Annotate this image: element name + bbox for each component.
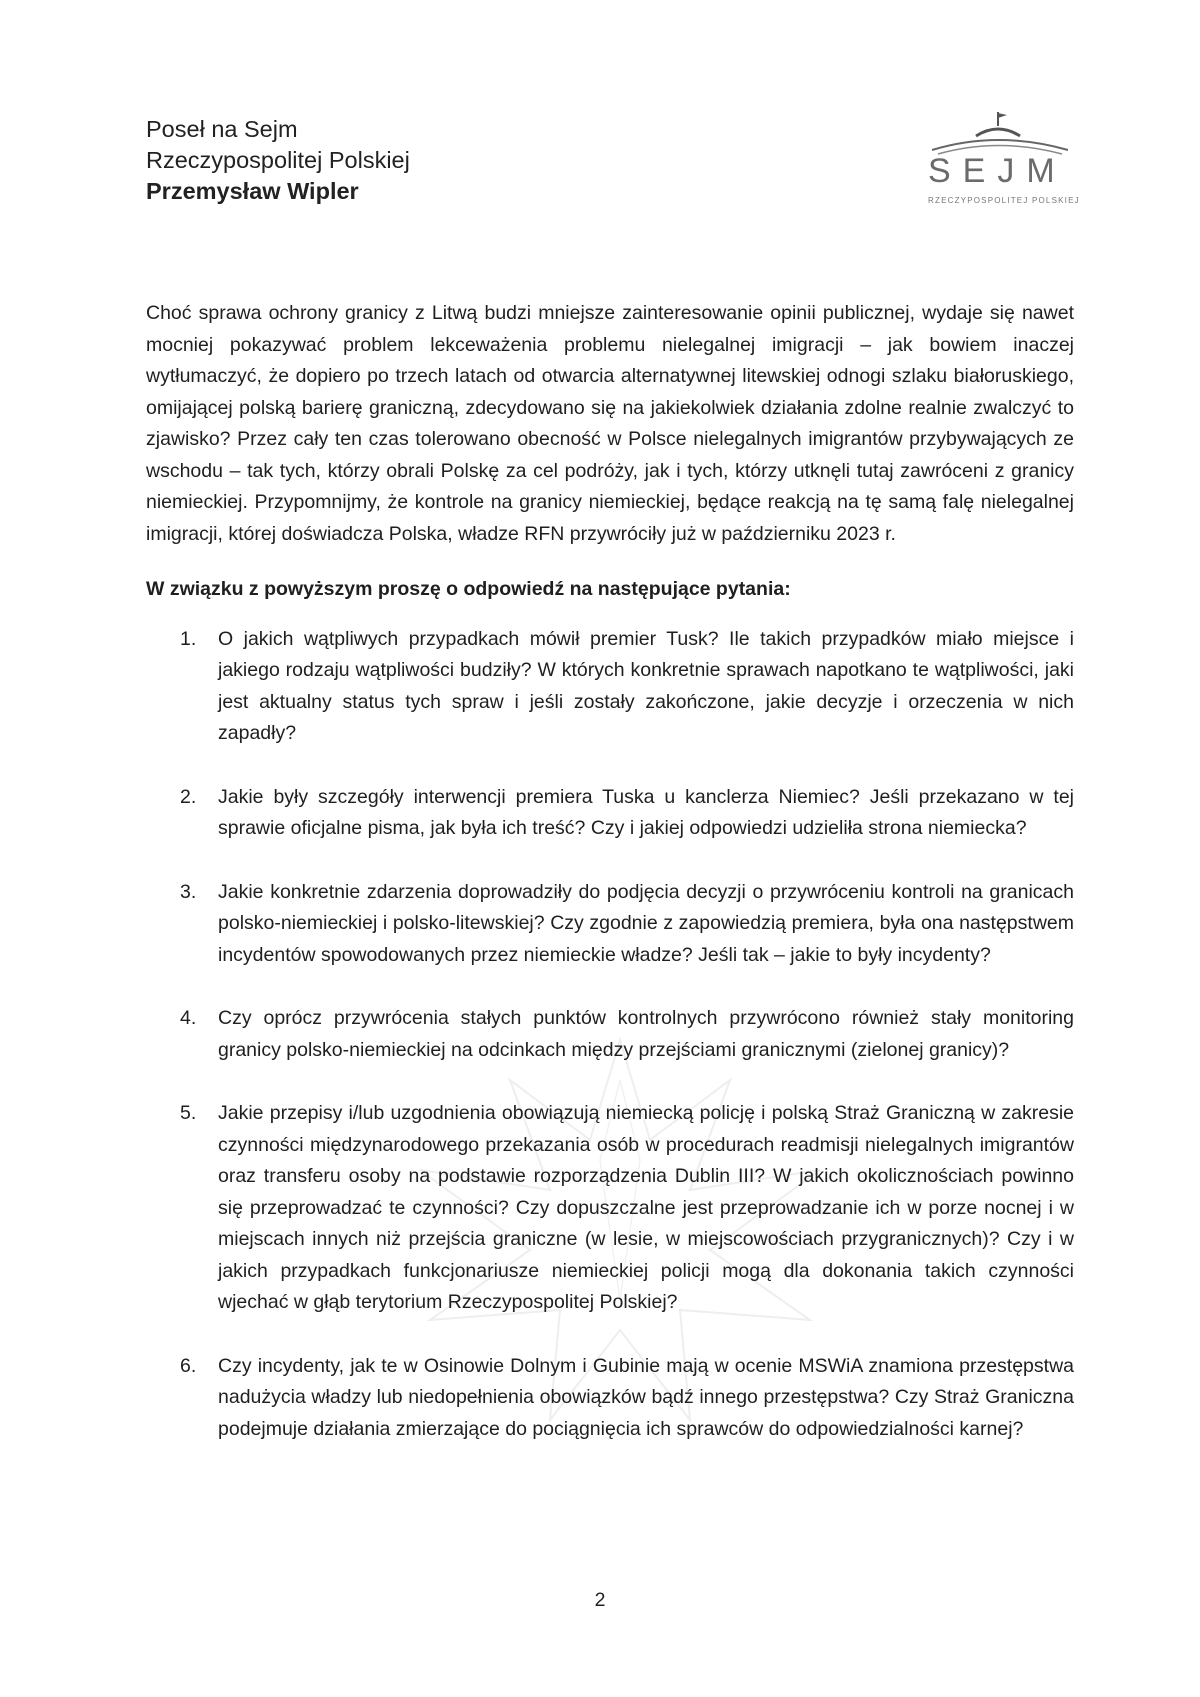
author-title: Poseł na Sejm bbox=[146, 116, 298, 142]
questions-lead: W związku z powyższym proszę o odpowiedź na następujące pytania: bbox=[146, 578, 791, 600]
sejm-logo-text: SEJM bbox=[928, 152, 1067, 190]
intro-paragraph: Choć sprawa ochrony granicy z Litwą budzi mniejsze zainteresowanie opinii publicznej, wydaje się nawet mocniej pokazywać problem lekceważenia problemu nielegalnej imigracji – jak bowiem inaczej wytłumaczyć, że dopiero po trzech latach od otwarcia alternatywnej litewskiej odnogi szlaku białoruskiego, omijającej polską barierę graniczną, zdecydowano się na jakiekolwiek działania zdolne realnie zwalczyć to zjawisko? Przez cały ten czas tolerowano obecność w Polsce nielegalnych imigrantów przybywających ze wschodu – tak tych, którzy obrali Polskę za cel podróży, jak i tych, którzy utknęli tutaj zawróceni z granicy niemieckiej. Przypomnijmy, że kontrole na granicy niemieckiej, będące reakcją na tę samą falę nielegalnej imigracji, której doświadcza Polska, władze RFN przywróciły już w październiku 2023 r. bbox=[146, 302, 1074, 545]
author-block bbox=[146, 114, 410, 207]
question-number: 2. bbox=[180, 785, 197, 808]
question-number: 3. bbox=[180, 880, 197, 903]
question-text: Czy incydenty, jak te w Osinowie Dolnym i Gubinie mają w ocenie MSWiA znamiona przestępstwa nadużycia władzy lub niedopełnienia obowiązków bądź innego przestępstwa? Czy Straż Graniczna podejmuje działania zmierzające do pociągnięcia ich sprawców do odpowiedzialności karnej? bbox=[218, 1354, 1074, 1440]
sejm-logo-subtext: RZECZYPOSPOLITEJ POLSKIEJ bbox=[928, 196, 1080, 205]
letterhead bbox=[146, 114, 1080, 224]
question-item bbox=[146, 1098, 1074, 1319]
page-number: 2 bbox=[594, 1589, 606, 1611]
letter-body bbox=[146, 298, 1074, 1477]
question-item bbox=[146, 877, 1074, 972]
question-number: 1. bbox=[180, 627, 197, 650]
question-number: 6. bbox=[180, 1354, 197, 1377]
question-item bbox=[146, 782, 1074, 845]
question-item bbox=[146, 624, 1074, 750]
question-text: Jakie konkretnie zdarzenia doprowadziły do podjęcia decyzji o przywróceniu kontroli na granicach polsko-niemieckiej i polsko-litewskiej? Czy zgodnie z zapowiedzią premiera, była ona następstwem incydentów spowodowanych przez niemieckie władze? Jeśli tak – jakie to były incydenty? bbox=[218, 880, 1074, 966]
question-text: Jakie przepisy i/lub uzgodnienia obowiązują niemiecką policję i polską Straż Graniczną w zakresie czynności międzynarodowego przekazania osób w procedurach readmisji nielegalnych imigrantów oraz transferu osoby na podstawie rozporządzenia Dublin III? W jakich okolicznościach powinno się przeprowadzać te czynności? Czy dopuszczalne jest przeprowadzanie ich w porze nocnej i w miejscach innych niż przejścia graniczne (w lesie, w miejscowościach przygranicznych)? Czy i w jakich przypadkach funkcjonariusze niemieckiej policji mogą dla dokonania takich czynności wjechać w głąb terytorium Rzeczypospolitej Polskiej? bbox=[218, 1102, 1074, 1313]
questions-list bbox=[146, 624, 1074, 1446]
question-item bbox=[146, 1351, 1074, 1446]
question-number: 5. bbox=[180, 1102, 197, 1124]
question-item bbox=[146, 1003, 1074, 1066]
question-text: Czy oprócz przywrócenia stałych punktów kontrolnych przywrócono również stały monitoring granicy polsko-niemieckiej na odcinkach między przejściami granicznymi (zielonej granicy)? bbox=[218, 1007, 1074, 1061]
question-number: 4. bbox=[180, 1007, 197, 1029]
question-text: O jakich wątpliwych przypadkach mówił premier Tusk? Ile takich przypadków miało miejsce i jakiego rodzaju wątpliwości budziły? W których konkretnie sprawach napotkano te wątpliwości, jaki jest aktualny status tych spraw i jeśli zostały zakończone, jakie decyzje i orzeczenia w nich zapadły? bbox=[218, 627, 1074, 744]
sejm-dome-icon bbox=[918, 110, 1076, 156]
author-name: Przemysław Wipler bbox=[146, 178, 359, 204]
sejm-logo bbox=[918, 110, 1080, 210]
author-country: Rzeczypospolitej Polskiej bbox=[146, 147, 410, 173]
question-text: Jakie były szczegóły interwencji premiera Tuska u kanclerza Niemiec? Jeśli przekazano w tej sprawie oficjalne pisma, jak była ich treść? Czy i jakiej odpowiedzi udzieliła strona niemiecka? bbox=[218, 785, 1074, 839]
